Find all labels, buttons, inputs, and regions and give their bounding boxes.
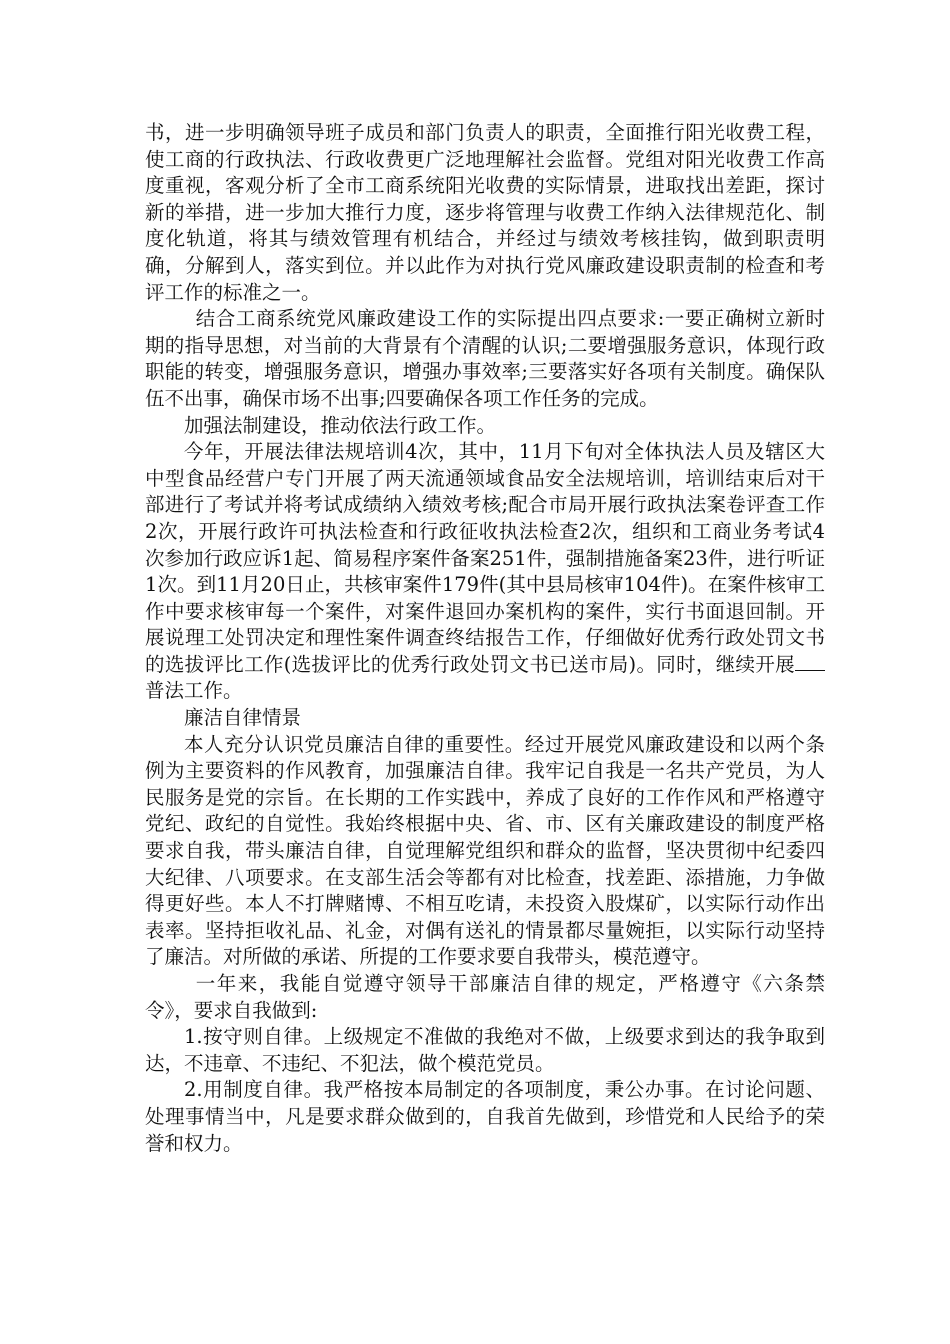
paragraph-rule-1: 1.按守则自律。上级规定不准做的我绝对不做，上级要求到达的我争取到达，不违章、不违纪、不犯法，做个模范党员。 xyxy=(145,1025,825,1075)
paragraph-legal-training xyxy=(145,439,825,705)
paragraph-year-review: 一年来，我能自觉遵守领导干部廉洁自律的规定，严格遵守《六条禁令》，要求自我做到: xyxy=(145,972,825,1022)
paragraph-rule-2: 2.用制度自律。我严格按本局制定的各项制度，秉公办事。在讨论问题、处理事情当中，凡是要求群众做到的，自我首先做到，珍惜党和人民给予的荣誉和权力。 xyxy=(145,1078,825,1155)
paragraph-integrity-self: 本人充分认识党员廉洁自律的重要性。经过开展党风廉政建设和以两个条例为主要资料的作风教育，加强廉洁自律。我牢记自我是一名共产党员，为人民服务是党的宗旨。在长期的工作实践中，养成了良好的工作作风和严格遵守党纪、政纪的自觉性。我始终根据中央、省、市、区有关廉政建设的制度严格要求自我，带头廉洁自律，自觉理解党组织和群众的监督，坚决贯彻中纪委四大纪律、八项要求。在支部生活会等都有对比检查，找差距、添措施，力争做得更好些。本人不打牌赌博、不相互吃请，未投资入股煤矿，以实际行动作出表率。坚持拒收礼品、礼金，对偶有送礼的情景都尽量婉拒，以实际行动坚持了廉洁。对所做的承诺、所提的工作要求要自我带头，模范遵守。 xyxy=(145,732,825,969)
paragraph-integrity-heading: 廉洁自律情景 xyxy=(184,706,302,730)
paragraph-legal-heading: 加强法制建设，推动依法行政工作。 xyxy=(184,413,497,437)
legal-training-tail: 普法工作。 xyxy=(145,679,243,703)
legal-training-text: 今年，开展法律法规培训4次，其中，11月下旬对全体执法人员及辖区大中型食品经营户专门开展了两天流通领域食品安全法规培训，培训结束后对干部进行了考试并将考试成绩纳入绩效考核;配合市局开展行政执法案卷评查工作2次，开展行政许可执法检查和行政征收执法检查2次，组织和工商业务考试4次参加行政应诉1起、简易程序案件备案251件，强制措施备案23件，进行听证1次。到11月20日止，共核审案件179件(其中县局核审104件)。在案件核审工作中要求核审每一个案件，对案件退回办案机构的案件，实行书面退回制。开展说理工处罚决定和理性案件调查终结报告工作，仔细做好优秀行政处罚文书的选拔评比工作(选拔评比的优秀行政处罚文书已送市局)。同时，继续开展 xyxy=(145,440,825,676)
paragraph-sunshine-fees: 书，进一步明确领导班子成员和部门负责人的职责，全面推行阳光收费工程，使工商的行政执法、行政收费更广泛地理解社会监督。党组对阳光收费工作高度重视，客观分析了全市工商系统阳光收费的实际情景，进取找出差距，探讨新的举措，进一步加大推行力度，逐步将管理与收费工作纳入法律规范化、制度化轨道，将其与绩效管理有机结合，并经过与绩效考核挂钩，做到职责明确，分解到人，落实到位。并以此作为对执行党风廉政建设职责制的检查和考评工作的标准之一。 xyxy=(145,121,825,304)
document-body xyxy=(145,120,825,1157)
blank-underline xyxy=(795,652,825,671)
paragraph-four-requirements: 结合工商系统党风廉政建设工作的实际提出四点要求:一要正确树立新时期的指导思想，对当前的大背景有个清醒的认识;二要增强服务意识，体现行政职能的转变，增强服务意识，增强办事效率;三要落实好各项有关制度。确保队伍不出事，确保市场不出事;四要确保各项工作任务的完成。 xyxy=(145,307,825,410)
